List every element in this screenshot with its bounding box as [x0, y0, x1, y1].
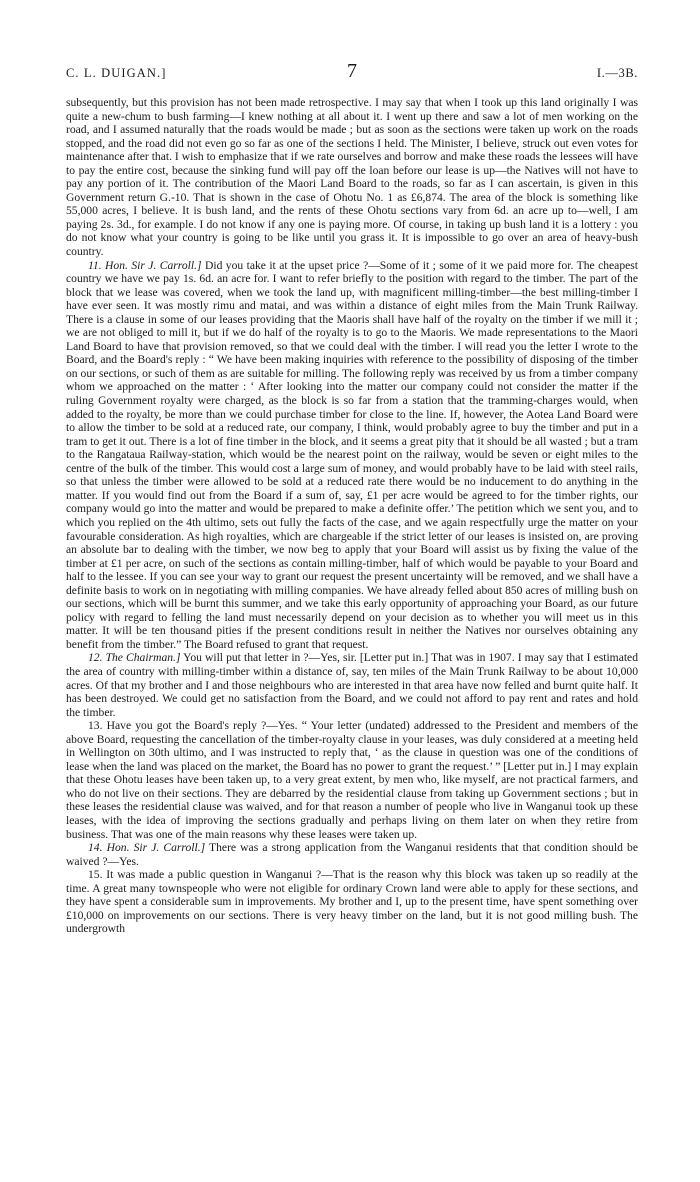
question-lead: 12. The Chairman.]	[88, 651, 181, 665]
paragraph-11	[66, 259, 638, 652]
paragraph-12	[66, 651, 638, 719]
paragraph-text: You will put that letter in ?—Yes, sir. [Letter put in.] That was in 1907. I may say that I estimated the area of country with milling-timber within a distance of, say, ten miles of the Main Trunk Railway to be about 10,000 acres. Of that my brother and I and those neighbours who are interested in that area have now felled and burnt quite half. It has been destroyed. We could get no satisfaction from the Board, and we could not afford to pay rent and rates and hold the timber.	[66, 651, 638, 719]
paragraph-1	[66, 96, 638, 259]
page-number: 7	[347, 60, 357, 82]
question-lead: 14. Hon. Sir J. Carroll.]	[88, 841, 206, 855]
question-lead: 11. Hon. Sir J. Carroll.]	[88, 258, 202, 272]
page-header	[66, 62, 638, 86]
running-head-author: C. L. DUIGAN.]	[66, 66, 167, 80]
paragraph-text: 15. It was made a public question in Wanganui ?—That is the reason why this block was taken up so readily at the time. A great many townspeople who were not eligible for ordinary Crown land were able to apply for these sections, and they have spent a considerable sum in improvements. My brother and I, up to the present time, have spent something over £10,000 on improvements on our sections. There is very heavy timber on the land, but it is not good milling bush. The undergrowth	[66, 868, 638, 936]
paragraph-text: Did you take it at the upset price ?—Some of it ; some of it we paid more for. The cheapest country we have we pay 1s. 6d. an acre for. I want to refer briefly to the position with regard to the timber. The part of the block that we lease was covered, when we took the land up, with magnificent milling-timber—the best milling-timber I have ever seen. It was mostly rimu and matai, and was within a distance of eight miles from the Main Trunk Railway. There is a clause in some of our leases providing that the Maoris shall have half of the royalty on the timber if we mill it ; we are not obliged to mill it, but if we do half of the royalty is to go to the Maoris. We made representations to the Maori Land Board to have that provision removed, so that we could deal with the timber. I will read you the letter I wrote to the Board, and the Board's reply : “ We have been making inquiries with reference to the possibility of disposing of the timber on our sections, or such of them as are suitable for milling. The following reply was received by us from a timber company whom we approached on the matter : ‘ After looking into the matter our company could not consider the matter if the ruling Government royalty were charged, as the block is so far from a station that the tramming-charges would, when added to the royalty, be more than we could purchase timber for close to the line. If, however, the Aotea Land Board were to allow the timber to be sold at a reduced rate, our company, I think, would probably agree to buy the timber and put in a tram to get it out. There is a lot of fine timber in the block, and it seems a great pity that it should be all wasted ; but a tram to the Rangataua Railway-station, which would be the nearest point on the railway, would be seven or eight miles to the centre of the bulk of the timber. This would cost a large sum of money, and would probably have to be laid with steel rails, so that unless the timber were allowed to be sold at a reduced rate there would be no inducement to do anything in the matter. If you would find out from the Board if a sum of, say, £1 per acre would be agreed to for the timber rights, our company would go into the matter and would be prepared to make a definite offer.’ The petition which we sent you, and to which you replied on the 4th ultimo, sets out fully the facts of the case, and we again respectfully urge the matter on your favourable consideration. As high royalties, which are chargeable if the strict letter of our leases is insisted on, are proving an absolute bar to dealing with the timber, we now beg to apply that your Board will assist us by fixing the value of the timber at £1 per acre, on such of the sections as contain milling-timber, half of which would be payable to your Board and half to the lessee. If you can see your way to grant our request the present uncertainty will be removed, and we shall have a definite basis to work on in negotiating with milling companies. We have already felled about 850 acres of milling bush on our sections, which will be burnt this summer, and we take this early opportunity of approaching your Board, as our future policy with regard to felling the land must necessarily depend on your decision as to whether you will meet us in this matter. It will be ten thousand pities if the present conditions result in neither the Natives nor ourselves obtaining any benefit from the timber.” The Board refused to grant that request.	[66, 258, 639, 651]
document-reference: I.—3B.	[596, 66, 638, 80]
paragraph-15	[66, 868, 638, 936]
paragraph-13	[66, 719, 638, 841]
paragraph-text: There was a strong application from the Wanganui residents that that condition should be waived ?—Yes.	[66, 841, 638, 868]
paragraph-14	[66, 841, 638, 868]
paragraph-text: subsequently, but this provision has not been made retrospective. I may say that when I took up this land originally I was quite a new-chum to bush farming—I knew nothing at all about it. I went up there and saw a lot of men working on the road, and I assumed naturally that the roads would be made ; but as soon as the sections were taken up work on the roads stopped, and the road did not even go so far as one of the sections I held. The Minister, I believe, struck out even votes for maintenance after that. I wish to emphasize that if we rate ourselves and borrow and make these roads the lessees will have to pay the entire cost, because the sinking fund will pay off the loan before our lease is up—the Natives will not have to pay any portion of it. The contribution of the Maori Land Board to the roads, so far as I can ascertain, is given in this Government return G.-10. That is shown in the case of Ohotu No. 1 as £6,874. The area of the block is something like 55,000 acres, I believe. It is bush land, and the rents of these Ohotu sections vary from 6d. an acre up to—well, I am paying 2s. 3d., for example. I do not know if any one is paying more. Of course, in taking up bush land it is a lottery : you do not know what your country is going to be like until you grass it. It is impossible to go over an area of heavy-bush country.	[66, 96, 638, 259]
paragraph-text: 13. Have you got the Board's reply ?—Yes. “ Your letter (undated) addressed to the President and members of the above Board, requesting the cancellation of the timber-royalty clause in your leases, was duly considered at a meeting held in Wellington on 30th ultimo, and I was instructed to reply that, ‘ as the clause in question was one of the conditions of lease when the land was placed on the market, the Board has no power to grant the request.’ ” [Letter put in.] I may explain that these Ohotu leases have been taken up, to a very great extent, by men who, like myself, are not practical farmers, and who do not live on their sections. They are debarred by the residential clause from taking up Government sections ; but in these leases the residential clause was waived, and for that reason a number of people who live in Wanganui took up these leases, with the idea of improving the sections gradually and perhaps living on them later on when they retire from business. That was one of the main reasons why these leases were taken up.	[66, 719, 638, 841]
body-text	[66, 96, 638, 936]
